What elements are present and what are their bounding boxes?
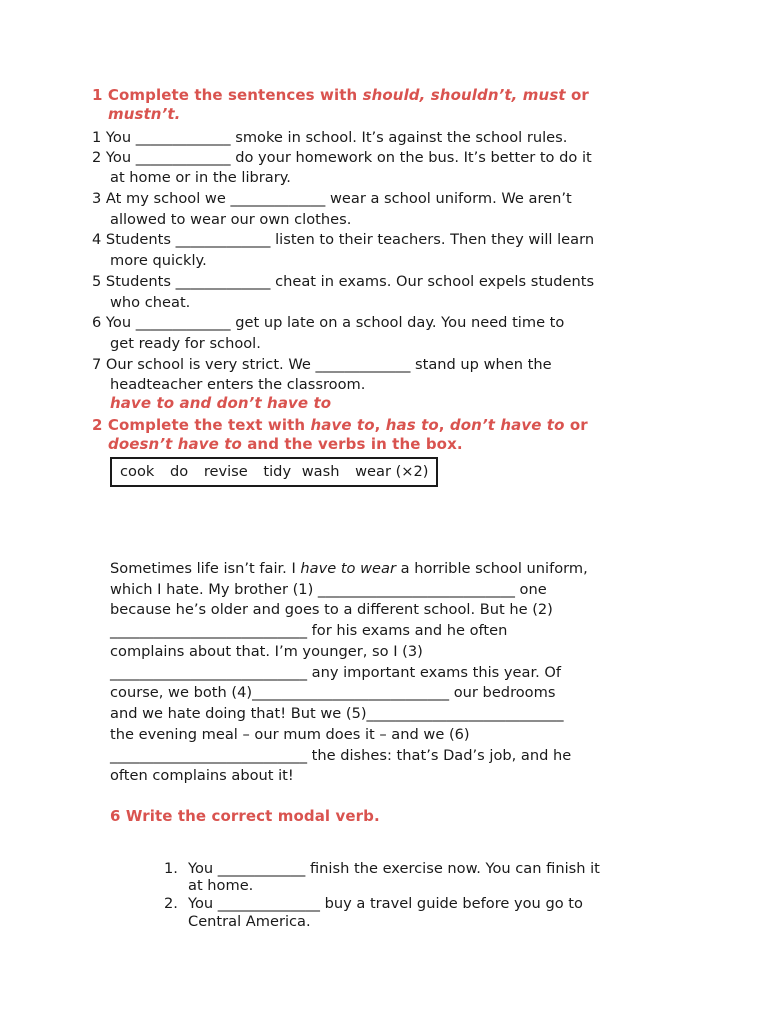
ex1-item-7: 7 Our school is very strict. We _____________ stand up when the	[92, 356, 552, 373]
passage-line-9: the evening meal – our mum does it – and we (6)	[110, 726, 470, 743]
word-tidy: tidy	[263, 463, 292, 480]
exercise-1-or: or	[570, 86, 589, 104]
passage-example: have to wear	[300, 560, 396, 577]
ex6-item-2-number: 2.	[164, 895, 178, 912]
exercise-1-modals: should, shouldn’t, must	[362, 86, 566, 104]
passage-line-1-c: a horrible school uniform,	[400, 560, 588, 577]
word-wear: wear (×2)	[355, 463, 429, 480]
passage-line-1	[110, 559, 588, 579]
ex2-dont-have-to: don’t have to	[449, 416, 565, 434]
ex6-item-2-text: You ______________ buy a travel guide before you go to	[188, 895, 583, 912]
ex1-item-6-cont: get ready for school.	[110, 335, 261, 352]
ex1-item-3-cont: allowed to wear our own clothes.	[110, 211, 352, 228]
grammar-subheading	[110, 394, 331, 413]
ex2-have-to: have to	[310, 416, 375, 434]
passage-line-11: often complains about it!	[110, 767, 294, 784]
ex1-item-7-cont: headteacher enters the classroom.	[110, 376, 366, 393]
passage-line-1-a: Sometimes life isn’t fair. I	[110, 560, 296, 577]
ex1-item-3: 3 At my school we _____________ wear a school uniform. We aren’t	[92, 190, 572, 207]
ex6-item-2	[164, 894, 583, 914]
ex1-item-1: 1 You _____________ smoke in school. It’s against the school rules.	[92, 129, 568, 146]
ex1-item-2: 2 You _____________ do your homework on the bus. It’s better to do it	[92, 149, 592, 166]
exercise-6-heading: 6 Write the correct modal verb.	[110, 807, 380, 825]
passage-line-2: which I hate. My brother (1) ___________________________ one	[110, 581, 547, 598]
grammar-subheading-text: have to and don’t have to	[110, 394, 332, 412]
passage-line-3: because he’s older and goes to a different school. But he (2)	[110, 601, 553, 618]
ex1-item-4: 4 Students _____________ listen to their teachers. Then they will learn	[92, 231, 595, 248]
passage-line-6: ___________________________ any important exams this year. Of	[110, 664, 562, 681]
ex2-instruction-end: and the verbs in the box.	[247, 435, 463, 453]
word-wash: wash	[301, 463, 340, 480]
passage-line-7: course, we both (4)___________________________ our bedrooms	[110, 684, 556, 701]
ex6-item-2-cont: Central America.	[188, 913, 311, 930]
ex2-comma-1: ,	[374, 416, 381, 434]
word-cook: cook	[120, 463, 155, 480]
ex1-item-6: 6 You _____________ get up late on a school day. You need time to	[92, 314, 565, 331]
ex2-comma-2: ,	[438, 416, 445, 434]
passage-line-5: complains about that. I’m younger, so I (3)	[110, 643, 423, 660]
ex2-or: or	[569, 416, 588, 434]
passage-line-8: and we hate doing that! But we (5)___________________________	[110, 705, 564, 722]
exercise-1-instruction: Complete the sentences with	[107, 86, 358, 104]
exercise-1-number: 1	[92, 86, 103, 104]
passage-line-4: ___________________________ for his exams and he often	[110, 622, 508, 639]
ex2-doesnt-have-to: doesn’t have to	[108, 435, 242, 453]
ex1-item-4-cont: more quickly.	[110, 252, 207, 269]
ex1-item-5-cont: who cheat.	[110, 294, 191, 311]
ex6-item-1-number: 1.	[164, 860, 178, 877]
exercise-2-heading	[92, 416, 652, 454]
word-revise: revise	[203, 463, 248, 480]
ex1-item-2-cont: at home or in the library.	[110, 169, 291, 186]
passage-line-10: ___________________________ the dishes: that’s Dad’s job, and he	[110, 747, 572, 764]
exercise-1-heading	[92, 86, 632, 124]
exercise-2-instruction: 2 Complete the text with	[92, 416, 306, 434]
word-box	[110, 457, 438, 487]
ex1-item-5: 5 Students _____________ cheat in exams. Our school expels students	[92, 273, 595, 290]
word-do: do	[169, 463, 189, 480]
ex6-item-1-text: You ____________ finish the exercise now. You can finish it	[188, 860, 600, 877]
exercise-1-mustnt: mustn’t.	[108, 105, 181, 123]
ex2-has-to: has to	[385, 416, 439, 434]
ex6-item-1-cont: at home.	[188, 877, 254, 894]
